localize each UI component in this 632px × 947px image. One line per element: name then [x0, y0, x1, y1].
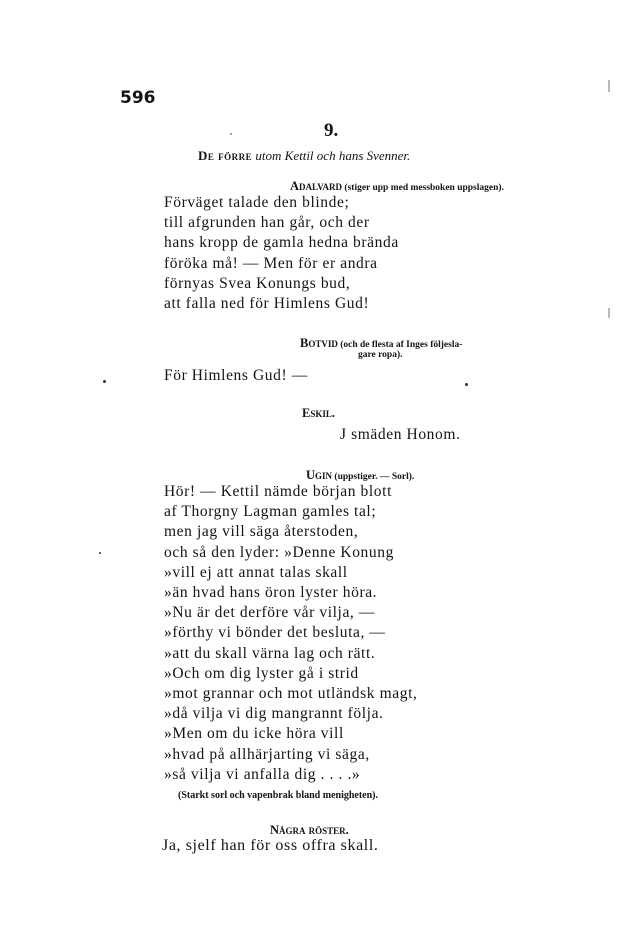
verse-line: »Men om du icke höra vill	[164, 725, 344, 743]
scene-heading-characters: De förre	[198, 148, 253, 163]
verse-line: Förväget talade den blinde;	[164, 194, 350, 211]
verse-line: Hör! — Kettil nämde början blott	[164, 483, 392, 500]
scan-speck	[230, 133, 232, 135]
verse-block-eskil	[340, 425, 461, 445]
stage-direction-continued: gare ropa).	[358, 350, 403, 360]
verse-line: »vill ej att annat talas skall	[164, 563, 348, 581]
speaker-heading-eskil	[302, 404, 335, 422]
verse-line: »än hvad hans öron lyster höra.	[164, 584, 378, 602]
verse-line: af Thorgny Lagman gamles tal;	[164, 503, 377, 521]
scan-speck	[465, 383, 468, 386]
speaker-name: Botvid	[300, 336, 338, 350]
scene-heading	[198, 148, 410, 164]
scan-mark	[608, 308, 610, 318]
verse-line: till afgrunden han går, och der	[164, 214, 370, 232]
stage-direction: (och de flesta af Inges följesla-	[337, 340, 463, 350]
verse-line: J smäden Honom.	[340, 426, 461, 443]
verse-line: »då vilja vi dig mangrannt följa.	[164, 705, 384, 723]
verse-line: hans kropp de gamla hedna brända	[164, 234, 399, 252]
scene-number: 9.	[324, 120, 339, 141]
verse-block-ugin	[164, 482, 417, 785]
verse-line: »Nu är det derföre vår vilja, —	[164, 604, 375, 622]
verse-block-adalvard	[164, 193, 399, 314]
speaker-name: Några röster.	[270, 823, 349, 837]
scene-heading-rest: utom Kettil och hans Svenner.	[252, 148, 411, 163]
scan-mark	[608, 80, 610, 92]
verse-line: »Och om dig lyster gå i strid	[164, 664, 359, 682]
verse-line: att falla ned för Himlens Gud!	[164, 295, 370, 313]
verse-line: Ja, sjelf han för oss offra skall.	[162, 837, 379, 854]
speaker-name: Eskil.	[302, 406, 335, 420]
verse-line: men jag vill säga återstoden,	[164, 523, 359, 541]
verse-line: För Himlens Gud! —	[164, 367, 308, 384]
verse-block-botvid	[164, 366, 308, 386]
closing-stage-direction: (Starkt sorl och vapenbrak bland menigheten).	[178, 790, 379, 801]
verse-line: »mot grannar och mot utländsk magt,	[164, 685, 418, 703]
stage-direction: (uppstiger. — Sorl).	[332, 472, 415, 482]
verse-line: »hvad på allhärjarting vi säga,	[164, 745, 370, 763]
speaker-name: Ugin	[306, 468, 333, 482]
verse-line: och så den lyder: »Denne Konung	[164, 543, 394, 561]
page-number: 596	[120, 88, 156, 108]
stage-direction: (stiger upp med messboken uppslagen).	[342, 183, 504, 193]
scan-speck	[99, 552, 101, 554]
verse-block-nagra-roster	[162, 836, 379, 856]
verse-line: förnyas Svea Konungs bud,	[164, 274, 351, 292]
speaker-name: Adalvard	[290, 179, 343, 193]
verse-line: »att du skall värna lag och rätt.	[164, 644, 376, 662]
verse-line: »förthy vi bönder det besluta, —	[164, 624, 386, 642]
verse-line: »så vilja vi anfalla dig . . . .»	[164, 765, 361, 783]
verse-line: föröka må! — Men för er andra	[164, 254, 378, 272]
scan-speck	[103, 380, 106, 383]
